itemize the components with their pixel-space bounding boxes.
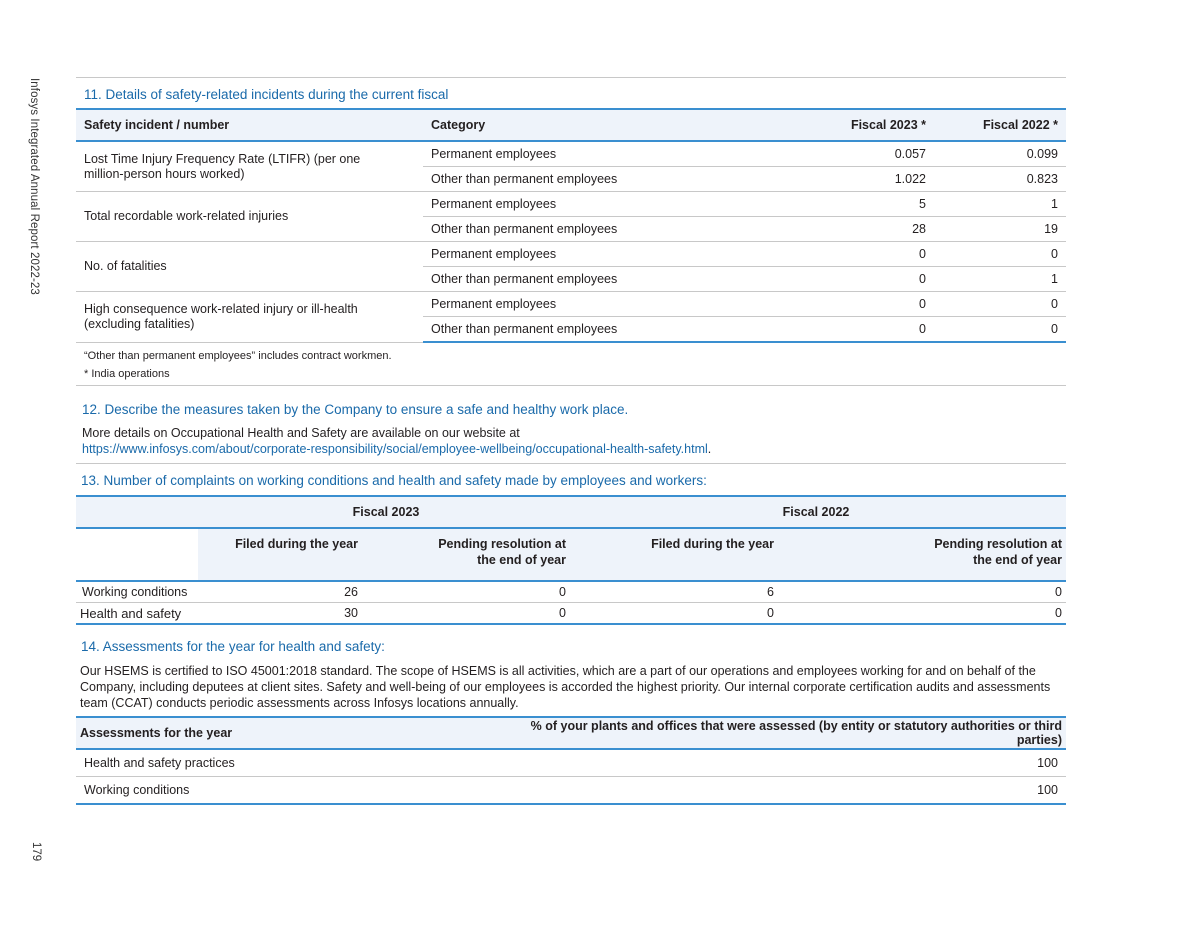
table-row xyxy=(76,192,1066,217)
pending-2023-value: 0 xyxy=(366,581,574,603)
year-header-row xyxy=(76,496,1066,528)
category-cell: Other than permanent employees xyxy=(423,267,783,292)
pending-header-line-1: Pending resolution at xyxy=(934,537,1062,551)
section-12-text: More details on Occupational Health and Safety are available on our website at xyxy=(82,426,520,440)
page-number: 179 xyxy=(30,842,42,862)
section-12-link-line xyxy=(76,441,1066,457)
row-label: Health and safety xyxy=(76,603,198,625)
table-row xyxy=(76,603,1066,625)
incident-label: Lost Time Injury Frequency Rate (LTIFR) (per one million-person hours worked) xyxy=(76,141,423,192)
footnote-contract-workmen: “Other than permanent employees” includes contract workmen. xyxy=(84,350,392,362)
category-cell: Other than permanent employees xyxy=(423,167,783,192)
section-13-title: 13. Number of complaints on working conditions and health and safety made by employees and workers: xyxy=(81,473,707,488)
row-label: Health and safety practices xyxy=(76,749,496,777)
filed-2022-value: 0 xyxy=(574,603,782,625)
fy2022-value: 0.099 xyxy=(934,141,1066,167)
pending-header-line-2: the end of year xyxy=(973,553,1062,567)
col-header-incident: Safety incident / number xyxy=(76,109,423,141)
category-cell: Other than permanent employees xyxy=(423,317,783,343)
filed-2023-value: 30 xyxy=(198,603,366,625)
fy2023-value: 0 xyxy=(783,292,934,317)
col-header-percent-assessed: % of your plants and offices that were assessed (by entity or statutory authorities or third parties) xyxy=(496,717,1066,749)
column-header-row xyxy=(76,528,1066,581)
category-cell: Permanent employees xyxy=(423,192,783,217)
col-header-assessments: Assessments for the year xyxy=(76,717,496,749)
col-header-fy2022: Fiscal 2022 * xyxy=(934,109,1066,141)
empty-header-cell xyxy=(76,496,198,528)
empty-header-cell xyxy=(76,528,198,581)
incident-label: High consequence work-related injury or ill-health (excluding fatalities) xyxy=(76,292,423,343)
row-label: Working conditions xyxy=(76,777,496,805)
complaints-table xyxy=(76,495,1066,625)
col-header-fy2023: Fiscal 2023 * xyxy=(783,109,934,141)
incident-label: No. of fatalities xyxy=(76,242,423,292)
fy2023-header: Fiscal 2023 xyxy=(198,496,574,528)
filed-2023-value: 26 xyxy=(198,581,366,603)
fy2022-value: 19 xyxy=(934,217,1066,242)
section-divider xyxy=(76,463,1066,464)
table-row xyxy=(76,777,1066,805)
fy2022-value: 0.823 xyxy=(934,167,1066,192)
table-row xyxy=(76,292,1066,317)
col-header-filed-2023: Filed during the year xyxy=(198,528,366,581)
col-header-filed-2022: Filed during the year xyxy=(574,528,782,581)
incident-label: Total recordable work-related injuries xyxy=(76,192,423,242)
ohs-website-link[interactable]: https://www.infosys.com/about/corporate-responsibility/social/employee-wellbeing/occupational-health-safety.html xyxy=(82,442,708,456)
table-row xyxy=(76,749,1066,777)
fy2022-header: Fiscal 2022 xyxy=(574,496,1066,528)
row-label: Working conditions xyxy=(76,581,198,603)
section-12-title: 12. Describe the measures taken by the Company to ensure a safe and healthy work place. xyxy=(82,402,629,417)
fy2022-value: 1 xyxy=(934,192,1066,217)
fy2022-value: 0 xyxy=(934,292,1066,317)
fy2022-value: 1 xyxy=(934,267,1066,292)
fy2023-value: 0 xyxy=(783,267,934,292)
section-divider xyxy=(76,77,1066,78)
category-cell: Permanent employees xyxy=(423,141,783,167)
fy2023-value: 28 xyxy=(783,217,934,242)
pending-header-line-1: Pending resolution at xyxy=(438,537,566,551)
page-content xyxy=(76,77,1066,805)
category-cell: Permanent employees xyxy=(423,242,783,267)
table-row xyxy=(76,242,1066,267)
fy2022-value: 0 xyxy=(934,317,1066,343)
table-header-row xyxy=(76,109,1066,141)
col-header-pending-2023 xyxy=(366,528,574,581)
percent-value: 100 xyxy=(496,749,1066,777)
pending-2022-value: 0 xyxy=(782,603,1066,625)
section-11-title: 11. Details of safety-related incidents during the current fiscal xyxy=(84,87,449,102)
table-row xyxy=(76,581,1066,603)
section-14-text: Our HSEMS is certified to ISO 45001:2018 standard. The scope of HSEMS is all activities, which are a part of our operations and employees working for and on behalf of the Company, including deputees at client sites. Safety and well-being of our employees is accorded the highest priority. Our internal corporate certification audits and assessments team (CCAT) conducts periodic assessments across Infosys locations annually. xyxy=(80,664,1051,710)
assessments-table xyxy=(76,716,1066,805)
report-title: Infosys Integrated Annual Report 2022-23 xyxy=(28,78,40,295)
category-cell: Other than permanent employees xyxy=(423,217,783,242)
pending-2023-value: 0 xyxy=(366,603,574,625)
fy2023-value: 0.057 xyxy=(783,141,934,167)
category-cell: Permanent employees xyxy=(423,292,783,317)
fy2023-value: 0 xyxy=(783,242,934,267)
fy2022-value: 0 xyxy=(934,242,1066,267)
col-header-category: Category xyxy=(423,109,783,141)
link-suffix: . xyxy=(707,442,712,456)
filed-2022-value: 6 xyxy=(574,581,782,603)
pending-2022-value: 0 xyxy=(782,581,1066,603)
fy2023-value: 5 xyxy=(783,192,934,217)
section-divider xyxy=(76,385,1066,386)
pending-header-line-2: the end of year xyxy=(477,553,566,567)
fy2023-value: 0 xyxy=(783,317,934,343)
table-row xyxy=(76,141,1066,167)
safety-incidents-table xyxy=(76,108,1066,343)
section-14-title: 14. Assessments for the year for health and safety: xyxy=(81,639,385,654)
fy2023-value: 1.022 xyxy=(783,167,934,192)
table-header-row xyxy=(76,717,1066,749)
percent-value: 100 xyxy=(496,777,1066,805)
col-header-pending-2022 xyxy=(782,528,1066,581)
footnote-india-operations: * India operations xyxy=(84,368,170,380)
